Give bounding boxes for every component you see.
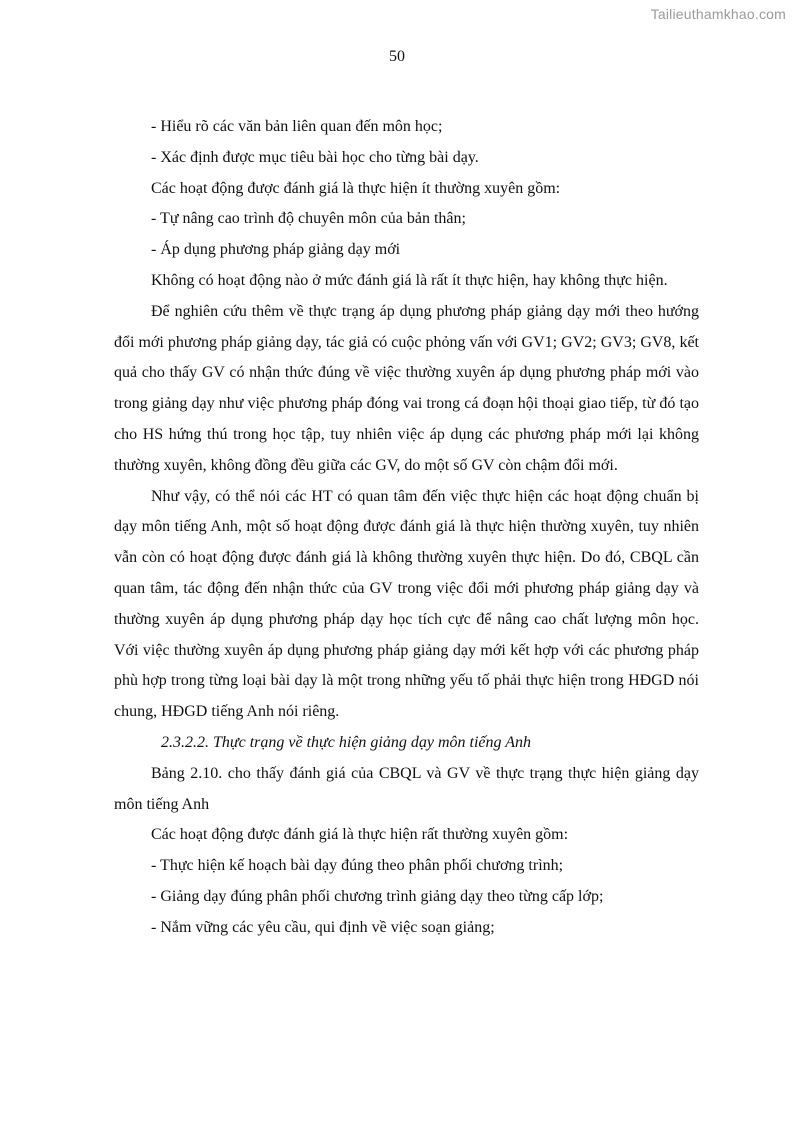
bullet-phan-phoi: - Giảng dạy đúng phân phối chương trình giảng dạy theo từng cấp lớp; [151, 887, 604, 905]
page-body [114, 112, 699, 944]
paragraph-it-thuong-xuyen: Các hoạt động được đánh giá là thực hiện ít thường xuyên gồm: [151, 179, 561, 197]
bullet-hieu-ro: - Hiểu rõ các văn bản liên quan đến môn học; [151, 118, 443, 135]
paragraph-nhu-vay: Như vậy, có thể nói các HT có quan tâm đến việc thực hiện các hoạt động chuẩn bị dạy môn tiếng Anh, một số hoạt động được đánh giá là thực hiện thường xuyên, tuy nhiên vẫn còn có hoạt động được đánh giá là không thường xuyên thực hiện. Do đó, CBQL cần quan tâm, tác động đến nhận thức của GV trong việc đổi mới phương pháp giảng dạy và thường xuyên áp dụng phương pháp dạy học tích cực để nâng cao chất lượng môn học. Với việc thường xuyên áp dụng phương pháp giảng dạy mới kết hợp với các phương pháp phù hợp trong từng loại bài dạy là một trong những yếu tố phải thực hiện trong HĐGD nói chung, HĐGD tiếng Anh nói riêng. [114, 487, 699, 721]
paragraph-rat-thuong-xuyen: Các hoạt động được đánh giá là thực hiện rất thường xuyên gồm: [151, 826, 569, 844]
paragraph-bang-2-10: Bảng 2.10. cho thấy đánh giá của CBQL và GV về thực trạng thực hiện giảng dạy môn tiếng Anh [114, 764, 699, 813]
paragraph-phong-van: Để nghiên cứu thêm về thực trạng áp dụng phương pháp giảng dạy mới theo hướng đổi mới phương pháp giảng dạy, tác giả có cuộc phỏng vấn với GV1; GV2; GV3; GV8, kết quả cho thấy GV có nhận thức đúng về việc thường xuyên áp dụng phương pháp mới vào trong giảng dạy như việc phương pháp đóng vai trong cá đoạn hội thoại giao tiếp, từ đó tạo cho HS hứng thú trong học tập, tuy nhiên việc áp dụng các phương pháp mới lại không thường xuyên, không đồng đều giữa các GV, do một số GV còn chậm đổi mới. [114, 302, 699, 474]
paragraph-khong-co: Không có hoạt động nào ở mức đánh giá là rất ít thực hiện, hay không thực hiện. [151, 271, 668, 289]
bullet-xac-dinh: - Xác định được mục tiêu bài học cho từng bài dạy. [151, 148, 479, 166]
page-number: 50 [389, 48, 405, 65]
bullet-nam-vung: - Nắm vững các yêu cầu, qui định về việc soạn giảng; [151, 918, 495, 936]
bullet-ke-hoach: - Thực hiện kế hoạch bài dạy đúng theo phân phối chương trình; [151, 857, 564, 875]
bullet-tu-nang-cao: - Tự nâng cao trình độ chuyên môn của bản thân; [151, 210, 466, 228]
watermark: Tailieuthamkhao.com [650, 6, 786, 22]
bullet-ap-dung: - Áp dụng phương pháp giảng dạy mới [151, 241, 401, 259]
section-heading: 2.3.2.2. Thực trạng về thực hiện giảng dạy môn tiếng Anh [161, 733, 531, 751]
